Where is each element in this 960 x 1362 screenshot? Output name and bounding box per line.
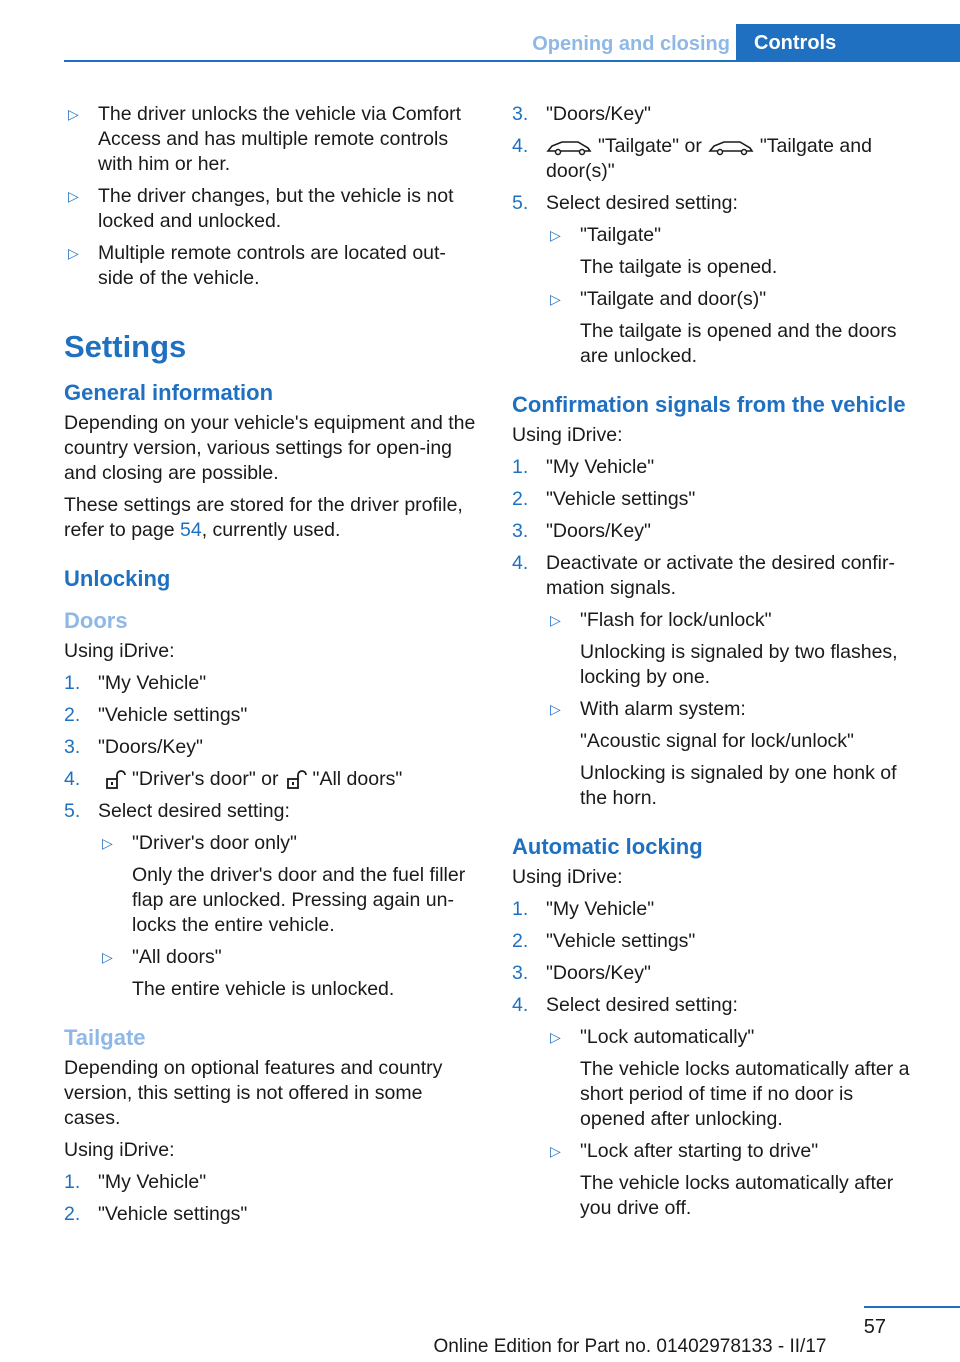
option-description: The entire vehicle is unlocked.	[132, 978, 395, 1000]
option-item: ▷ "Lock after starting to drive"	[546, 1139, 922, 1164]
confirmation-intro: Using iDrive:	[512, 424, 623, 446]
option-item: ▷ With alarm system:	[546, 697, 922, 722]
car-tailgate-doors-icon	[708, 138, 754, 156]
bullet-icon: ▷	[550, 612, 561, 628]
driver-profile-paragraph: These settings are stored for the driver profile, refer to page 54, currently used.	[64, 494, 463, 541]
option-item: ▷ "Tailgate"	[546, 223, 922, 248]
left-column	[64, 102, 476, 1234]
option-item: ▷ "Tailgate and door(s)"	[546, 287, 922, 312]
step-item: 4. "Tailgate" or "Tailgate and door(s)"	[512, 135, 872, 182]
unlocking-heading: Unlocking	[64, 566, 171, 591]
list-item: ▷ The driver changes, but the vehicle is not locked and unlocked.	[64, 184, 476, 234]
option-description: Only the driver's door and the fuel filler flap are unlocked. Pressing again un-locks the entire vehicle.	[132, 864, 466, 936]
tailgate-paragraph: Depending on optional features and country version, this setting is not offered in some cases.	[64, 1057, 443, 1129]
edition-footer: Online Edition for Part no. 01402978133 - II/17	[433, 1336, 827, 1357]
automatic-locking-intro: Using iDrive:	[512, 866, 623, 888]
sub-options	[546, 223, 922, 369]
step-item: 3. "Doors/Key"	[512, 520, 651, 542]
option-description: Unlocking is signaled by two flashes, locking by one.	[580, 641, 898, 688]
step-item: 4. Deactivate or activate the desired confir-mation signals.	[512, 552, 896, 599]
bullet-icon: ▷	[68, 106, 79, 122]
option-description: The vehicle locks automatically after a short period of time if no door is opened after unlocking.	[580, 1058, 910, 1130]
step-item: 3. "Doors/Key"	[512, 103, 651, 125]
general-information-heading: General information	[64, 380, 274, 405]
bullet-icon: ▷	[102, 949, 113, 965]
option-item: ▷ "Flash for lock/unlock"	[546, 608, 922, 633]
sub-options	[98, 831, 476, 1002]
option-description: Unlocking is signaled by one honk of the horn.	[580, 762, 897, 809]
step-item: 5. Select desired setting:	[512, 192, 738, 214]
header-section-title: Opening and closing	[532, 33, 730, 55]
page-header	[0, 0, 960, 62]
sub-options	[546, 608, 922, 811]
tailgate-heading: Tailgate	[64, 1025, 146, 1050]
doors-intro: Using iDrive:	[64, 640, 175, 662]
step-item: 2. "Vehicle settings"	[64, 704, 248, 726]
step-item: 1. "My Vehicle"	[512, 898, 655, 920]
step-item: 2. "Vehicle settings"	[512, 930, 696, 952]
step-item: 2. "Vehicle settings"	[64, 1203, 248, 1225]
unlock-icon	[104, 770, 126, 790]
settings-heading: Settings	[64, 329, 187, 364]
right-column	[512, 102, 922, 1228]
list-item: ▷ Multiple remote controls are located out-side of the vehicle.	[64, 241, 476, 291]
tailgate-intro: Using iDrive:	[64, 1139, 175, 1161]
header-chapter-tab: Controls	[736, 24, 960, 61]
step-item: 4. Select desired setting:	[512, 994, 738, 1016]
car-tailgate-icon	[546, 138, 592, 156]
general-paragraph: Depending on your vehicle's equipment and the country version, various settings for open-ing and closing are possible.	[64, 412, 476, 484]
list-item: ▷ The driver unlocks the vehicle via Comfort Access and has multiple remote controls with him or her.	[64, 102, 476, 177]
bullet-icon: ▷	[550, 291, 561, 307]
option-description: "Acoustic signal for lock/unlock"	[580, 730, 854, 752]
step-item: 1. "My Vehicle"	[64, 672, 207, 694]
page-number: 57	[863, 1316, 886, 1338]
doors-heading: Doors	[64, 608, 128, 633]
option-item: ▷ "Driver's door only"	[98, 831, 476, 856]
bullet-icon: ▷	[550, 227, 561, 243]
step-item: 3. "Doors/Key"	[512, 962, 651, 984]
option-description: The tailgate is opened.	[580, 256, 778, 278]
option-description: The tailgate is opened and the doors are unlocked.	[580, 320, 897, 367]
unlock-icon	[285, 770, 307, 790]
step-item: 1. "My Vehicle"	[512, 456, 655, 478]
bullet-icon: ▷	[102, 835, 113, 851]
footer-rule	[864, 1306, 960, 1308]
step-item: 3. "Doors/Key"	[64, 736, 203, 758]
step-item: 5. Select desired setting:	[64, 800, 290, 822]
option-description: The vehicle locks automatically after you drive off.	[580, 1172, 894, 1219]
option-item: ▷ "Lock automatically"	[546, 1025, 922, 1050]
step-item: 1. "My Vehicle"	[64, 1171, 207, 1193]
step-item: 4. "Driver's door" or "All doors"	[64, 768, 403, 790]
page-reference-link[interactable]: 54	[180, 519, 202, 541]
bullet-icon: ▷	[550, 701, 561, 717]
sub-options	[546, 1025, 922, 1221]
bullet-icon: ▷	[550, 1143, 561, 1159]
confirmation-signals-heading: Confirmation signals from the vehicle	[512, 392, 906, 417]
bullet-icon: ▷	[68, 245, 79, 261]
option-item: ▷ "All doors"	[98, 945, 476, 970]
step-item: 2. "Vehicle settings"	[512, 488, 696, 510]
automatic-locking-heading: Automatic locking	[512, 834, 703, 859]
bullet-icon: ▷	[68, 188, 79, 204]
header-rule	[64, 60, 960, 62]
bullet-icon: ▷	[550, 1029, 561, 1045]
